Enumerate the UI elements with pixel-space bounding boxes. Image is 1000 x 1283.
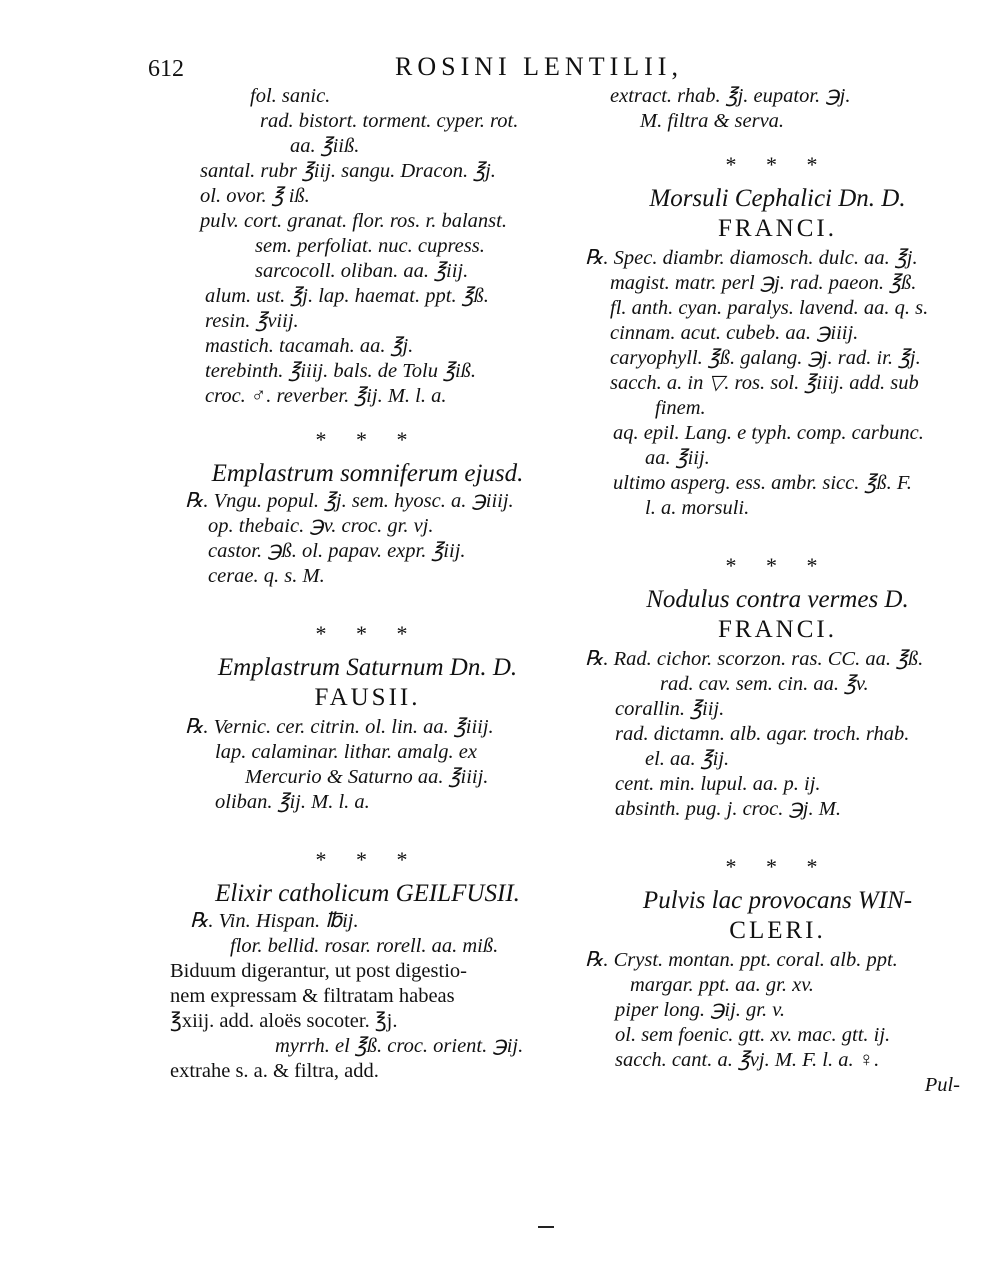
right-cont-block [585, 84, 970, 134]
text-line: ol. sem foenic. gtt. xv. mac. gtt. ij. [615, 1024, 891, 1046]
text-line: rad. dictamn. alb. agar. troch. rhab. [615, 723, 910, 745]
text-line: ultimo asperg. ess. ambr. sicc. ℥ß. F. [613, 472, 912, 494]
text-line: ℞. Rad. cichor. scorzon. ras. CC. aa. ℥ß. [585, 648, 924, 670]
text-line: extract. rhab. ℥j. eupator. ℈j. [610, 85, 851, 107]
recipe-title: Pulvis lac provocans WIN- [642, 887, 913, 914]
text-line: M. filtra & serva. [640, 110, 785, 132]
recipe-author: FRANCI. [718, 215, 837, 242]
text-line: ℞. Vernic. cer. citrin. ol. lin. aa. ℥iiij. [185, 716, 494, 738]
text-line: magist. matr. perl ℈j. rad. paeon. ℥ß. [610, 272, 917, 294]
text-line: rad. cav. sem. cin. aa. ℥v. [660, 673, 869, 695]
section-stars: * * * [725, 854, 830, 879]
text-line: santal. rubr ℥iij. sangu. Dracon. ℥j. [200, 160, 496, 182]
recipe-author: FAUSII. [314, 684, 421, 711]
text-line: pulv. cort. granat. flor. ros. r. balanst. [200, 210, 507, 232]
text-line: ℞. Cryst. montan. ppt. coral. alb. ppt. [585, 949, 898, 971]
left-cont-block [170, 84, 565, 409]
recipe-body [585, 948, 970, 1073]
text-line: aa. ℥iiß. [290, 135, 360, 157]
text-line: ol. ovor. ℥ iß. [200, 185, 310, 207]
footer-mark [538, 1226, 554, 1228]
recipe-body [170, 715, 565, 815]
recipe-title: Morsuli Cephalici Dn. D. [649, 185, 906, 212]
recipe-title: Emplastrum somniferum ejusd. [211, 460, 524, 487]
text-line: cent. min. lupul. aa. p. ij. [615, 773, 821, 795]
section-stars: * * * [315, 621, 420, 646]
text-line: cerae. q. s. M. [208, 565, 325, 587]
text-line: Biduum digerantur, ut post digestio- [170, 960, 467, 982]
left-column [170, 84, 565, 1084]
section-stars: * * * [315, 847, 420, 872]
right-column [585, 84, 970, 1098]
text-line: resin. ℥viij. [205, 310, 299, 332]
text-line: oliban. ℥ij. M. l. a. [215, 791, 370, 813]
text-line: fl. anth. cyan. paralys. lavend. aa. q. s. [610, 297, 929, 319]
recipe-body [170, 909, 565, 1084]
section-stars: * * * [315, 427, 420, 452]
text-line: fol. sanic. [250, 85, 331, 107]
recipe-author: CLERI. [729, 917, 826, 944]
text-line: l. a. morsuli. [645, 497, 750, 519]
text-line: extrahe s. a. & filtra, add. [170, 1060, 379, 1082]
recipe-title: Elixir catholicum GEILFUSII. [215, 880, 520, 907]
text-line: piper long. ℈ij. gr. v. [615, 999, 785, 1021]
running-head: ROSINI LENTILII, [395, 52, 683, 81]
text-line: absinth. pug. j. croc. ℈j. M. [615, 798, 841, 820]
page-number: 612 [148, 56, 184, 82]
text-line: ℞. Vin. Hispan. ℔ij. [190, 910, 359, 932]
section-stars: * * * [725, 152, 830, 177]
text-line: Mercurio & Saturno aa. ℥iiij. [245, 766, 489, 788]
text-line: myrrh. el ℥ß. croc. orient. ℈ij. [275, 1035, 524, 1057]
recipe-title: Nodulus contra vermes D. [646, 586, 909, 613]
text-line: sacch. cant. a. ℥vj. M. F. l. a. ♀. [615, 1049, 880, 1071]
text-line: aq. epil. Lang. e typh. comp. carbunc. [613, 422, 924, 444]
text-line: caryophyll. ℥ß. galang. ℈j. rad. ir. ℥j. [610, 347, 921, 369]
text-line: lap. calaminar. lithar. amalg. ex [215, 741, 477, 763]
text-line: margar. ppt. aa. gr. xv. [630, 974, 814, 996]
section-stars: * * * [725, 553, 830, 578]
text-line: nem expressam & filtratam habeas [170, 985, 455, 1007]
text-line: croc. ♂. reverber. ℥ij. M. l. a. [205, 385, 447, 407]
text-line: ℥xiij. add. aloës socoter. ℥j. [170, 1010, 398, 1032]
text-line: corallin. ℥iij. [615, 698, 725, 720]
text-line: el. aa. ℥ij. [645, 748, 730, 770]
text-line: terebinth. ℥iiij. bals. de Tolu ℥iß. [205, 360, 477, 382]
text-line: finem. [655, 397, 706, 419]
recipe-body [585, 246, 970, 521]
text-line: sarcocoll. oliban. aa. ℥iij. [255, 260, 469, 282]
text-line: mastich. tacamah. aa. ℥j. [205, 335, 414, 357]
text-line: rad. bistort. torment. cyper. rot. [260, 110, 519, 132]
text-line: cinnam. acut. cubeb. aa. ℈iiij. [610, 322, 859, 344]
text-line: castor. ℈ß. ol. papav. expr. ℥iij. [208, 540, 466, 562]
text-line: ℞. Spec. diambr. diamosch. dulc. aa. ℥j. [585, 247, 918, 269]
text-line: sem. perfoliat. nuc. cupress. [255, 235, 485, 257]
text-line: alum. ust. ℥j. lap. haemat. ppt. ℥ß. [205, 285, 489, 307]
recipe-body [170, 489, 565, 589]
text-line: flor. bellid. rosar. rorell. aa. miß. [230, 935, 499, 957]
text-line: ℞. Vngu. popul. ℥j. sem. hyosc. a. ℈iiij. [185, 490, 514, 512]
recipe-body [585, 647, 970, 822]
recipe-author: FRANCI. [718, 616, 837, 643]
text-line: sacch. a. in ▽. ros. sol. ℥iiij. add. sub [610, 372, 919, 394]
recipe-title: Emplastrum Saturnum Dn. D. [217, 654, 518, 681]
text-line: op. thebaic. ℈v. croc. gr. vj. [208, 515, 434, 537]
catchword: Pul- [924, 1074, 960, 1096]
text-line: aa. ℥iij. [645, 447, 710, 469]
